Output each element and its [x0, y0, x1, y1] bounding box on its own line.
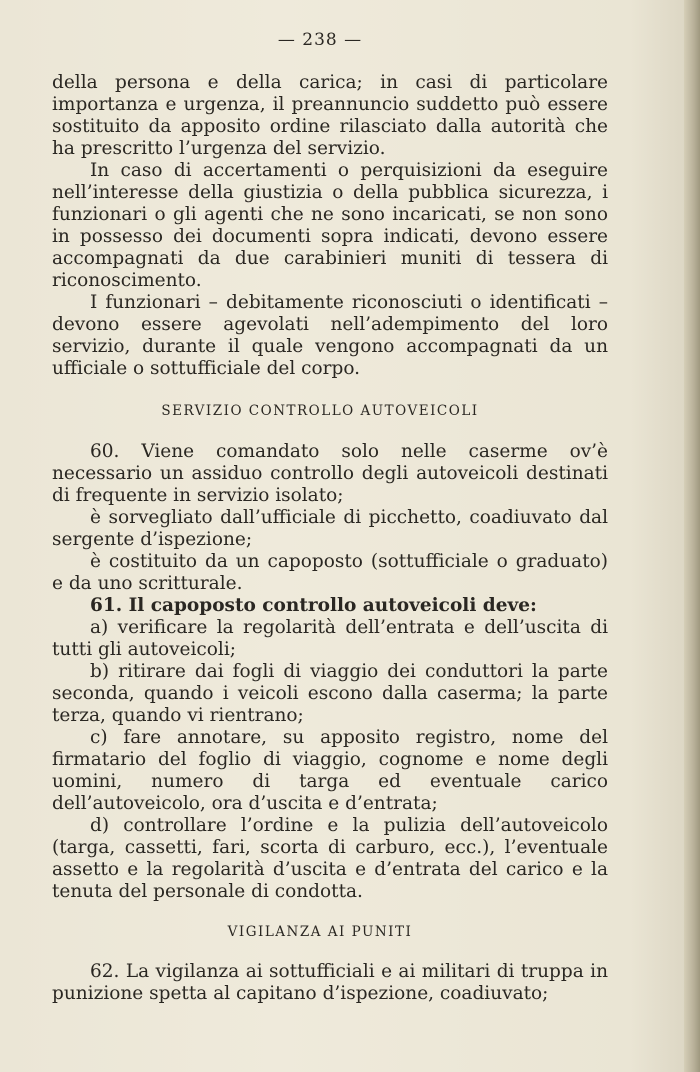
section-heading-controllo-autoveicoli: SERVIZIO CONTROLLO AUTOVEICOLI — [161, 403, 479, 419]
paragraph: 62. La vigilanza ai sottufficiali e ai militari di truppa in punizione spetta al capitano d’ispezione, coadiuvato; — [52, 961, 608, 1004]
list-item: d) controllare l’ordine e la pulizia dell’autoveicolo (targa, cassetti, fari, scorta di carburo, ecc.), l’eventuale assetto e la regolarità d’uscita e d’entrata del carico e la tenuta del personale di condotta. — [52, 815, 608, 902]
list-item: c) fare annotare, su apposito registro, nome del firmatario del foglio di viaggio, cognome e nome degli uomini, numero di targa ed eventuale carico dell’autoveicolo, ora d’uscita e d’entrata; — [52, 727, 608, 814]
item-61-list — [52, 617, 608, 903]
section-heading-vigilanza-puniti: VIGILANZA AI PUNITI — [227, 924, 413, 940]
item-61-heading: 61. Il capoposto controllo autoveicoli deve: — [90, 595, 537, 616]
text-block-intro — [52, 72, 608, 380]
paragraph: I funzionari – debitamente riconosciuti o identificati – devono essere agevolati nell’adempimento del loro servizio, durante il quale vengono accompagnati da un ufficiale o sottufficiale del corpo. — [52, 292, 608, 379]
paragraph: è costituito da un capoposto (sottufficiale o graduato) e da uno scritturale. — [52, 551, 608, 594]
paragraph: 60. Viene comandato solo nelle caserme ov’è necessario un assiduo controllo degli autoveicoli destinati di frequente in servizio isolato; — [52, 441, 608, 506]
paragraph: della persona e della carica; in casi di particolare importanza e urgenza, il preannuncio suddetto può essere sostituito da apposito ordine rilasciato dalla autorità che ha prescritto l’urgenza del servizio. — [52, 72, 608, 159]
text-block-item-60 — [52, 441, 608, 595]
text-block-item-61 — [52, 595, 608, 903]
list-item: a) verificare la regolarità dell’entrata e dell’uscita di tutti gli autoveicoli; — [52, 617, 608, 660]
text-block-item-62 — [52, 961, 608, 1005]
page-number: — 238 — — [277, 30, 363, 50]
list-item: b) ritirare dai fogli di viaggio dei conduttori la parte seconda, quando i veicoli escono dalla caserma; la parte terza, quando vi rientrano; — [52, 661, 608, 726]
paragraph: In caso di accertamenti o perquisizioni da eseguire nell’interesse della giustizia o della pubblica sicurezza, i funzionari o gli agenti che ne sono incaricati, se non sono in possesso dei documenti sopra indicati, devono essere accompagnati da due carabinieri muniti di tessera di riconoscimento. — [52, 160, 608, 291]
paragraph: è sorvegliato dall’ufficiale di picchetto, coadiuvato dal sergente d’ispezione; — [52, 507, 608, 550]
book-spine — [684, 0, 700, 1072]
